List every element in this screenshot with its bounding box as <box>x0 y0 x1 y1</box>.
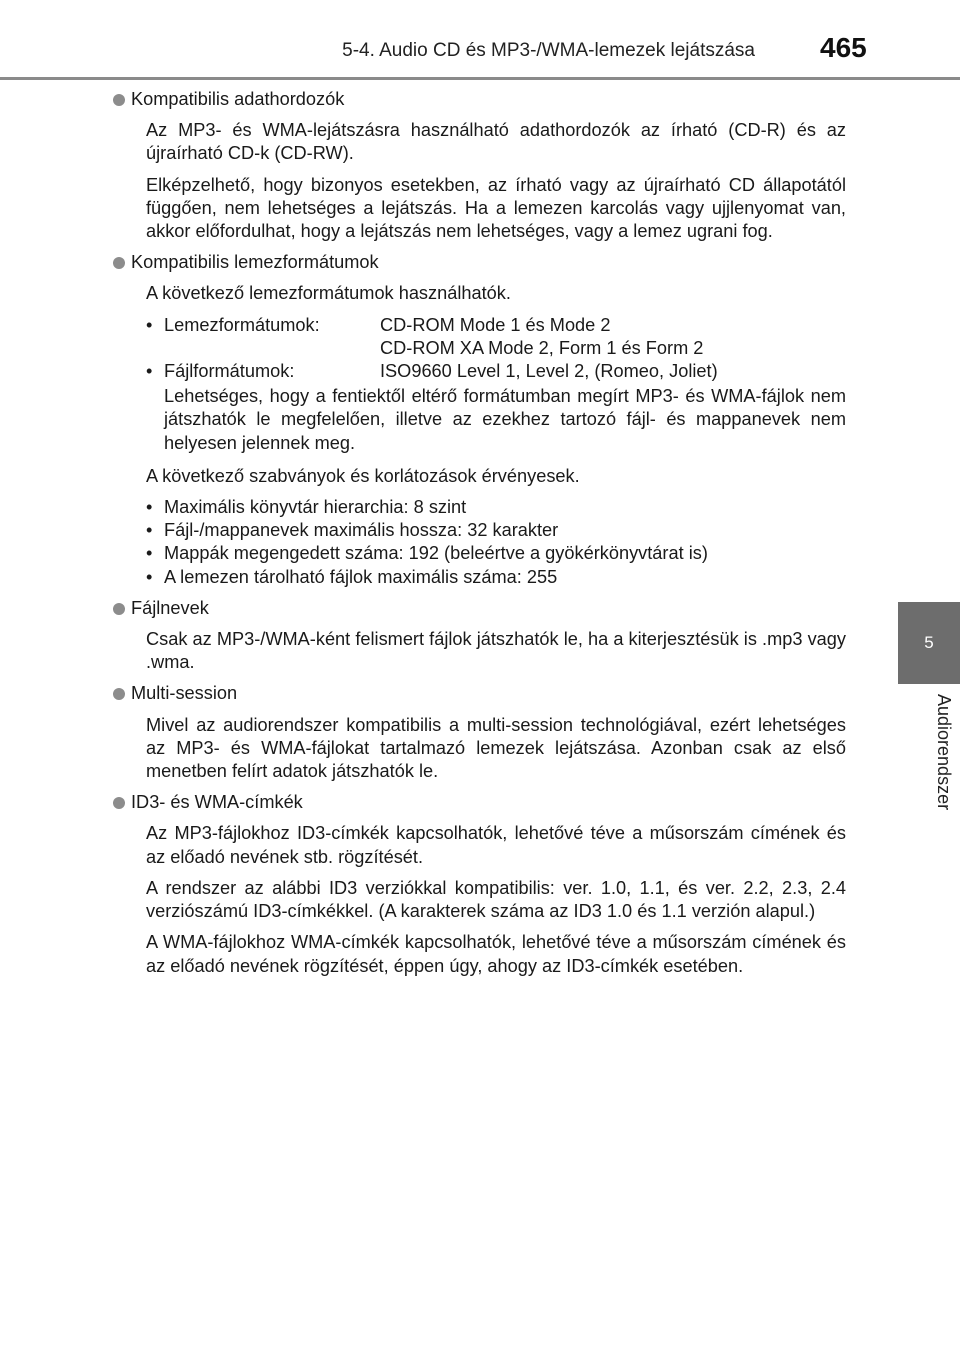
paragraph: A WMA-fájlokhoz WMA-címkék kapcsolhatók, lehetővé téve a műsorszám címének és az előadó nevének rögzítését, éppen úgy, ahogy az ID3-címkék esetében. <box>146 932 846 976</box>
section-heading: Fájlnevek <box>114 597 846 620</box>
format-value: ISO9660 Level 1, Level 2, (Romeo, Joliet) <box>380 361 718 382</box>
bullet-dot-icon <box>113 603 125 615</box>
page-header <box>0 0 960 80</box>
section-heading: Kompatibilis adathordozók <box>114 88 846 111</box>
paragraph: A rendszer az alábbi ID3 verziókkal kompatibilis: ver. 1.0, 1.1, és ver. 2.2, 2.3, 2.4 verziószámú ID3-címkékkel. (A karakterek száma az ID3 1.0 és 1.1 verzión alapul.) <box>146 877 846 922</box>
section-compatible-media <box>128 88 846 243</box>
paragraph: A következő szabványok és korlátozások érvényesek. <box>146 465 580 486</box>
format-note: Lehetséges, hogy a fentiektől eltérő formátumban megírt MP3- és WMA-fájlok nem játszhatók le megfelelően, illetve az ezekhez tartozó fájl- és mappanevek nem helyesen jelennek meg. <box>164 386 846 453</box>
section-compatible-formats <box>128 251 846 589</box>
list-item <box>146 314 846 360</box>
section-tags <box>128 791 846 977</box>
section-heading: ID3- és WMA-címkék <box>114 791 846 814</box>
paragraph: A következő lemezformátumok használhatók. <box>146 283 511 304</box>
bullet-dot-icon <box>113 797 125 809</box>
paragraph: Mivel az audiorendszer kompatibilis a multi-session technológiával, ezért lehetséges az MP3- és WMA-fájlokat tartalmazó lemezek lejátszása. Azonban csak az első menetben felírt adatok játszhatók le. <box>146 714 846 782</box>
bullet-dot-icon <box>113 257 125 269</box>
format-label: • Lemezformátumok: <box>164 314 320 335</box>
list-item: • Fájl-/mappanevek maximális hossza: 32 karakter <box>146 519 846 542</box>
chapter-label: Audiorendszer <box>934 694 954 811</box>
format-value: CD-ROM Mode 1 és Mode 2 <box>380 314 611 335</box>
paragraph: Az MP3-fájlokhoz ID3-címkék kapcsolhatók, lehetővé téve a műsorszám címének és az előadó nevének stb. rögzítését. <box>146 823 846 867</box>
chapter-tab <box>898 602 960 684</box>
section-title: 5-4. Audio CD és MP3-/WMA-lemezek lejátszása <box>342 40 755 61</box>
list-item: • Maximális könyvtár hierarchia: 8 szint <box>146 496 846 519</box>
format-label: • Fájlformátumok: <box>164 361 295 382</box>
paragraph: Elképzelhető, hogy bizonyos esetekben, az írható vagy az újraírható CD állapotától függően, nem lehetséges a lejátszás. Ha a lemezen karcolás vagy ujjlenyomat van, akkor előfordulhat, hogy a lejátszás nem lehetséges, vagy a lemez ugrani fog. <box>146 174 846 242</box>
format-list <box>146 314 846 455</box>
bullet-dot-icon <box>113 688 125 700</box>
paragraph: Csak az MP3-/WMA-ként felismert fájlok játszhatók le, ha a kiterjesztésük is .mp3 vagy .wma. <box>146 629 846 673</box>
page-content <box>128 88 846 986</box>
page-number: 465 <box>820 32 867 63</box>
format-value: CD-ROM XA Mode 2, Form 1 és Form 2 <box>380 337 704 358</box>
list-item: • Mappák megengedett száma: 192 (beleértve a gyökérkönyvtárat is) <box>146 542 846 565</box>
header-rule <box>0 77 960 80</box>
list-item: • A lemezen tárolható fájlok maximális száma: 255 <box>146 566 846 589</box>
limits-list <box>146 496 846 589</box>
bullet-dot-icon <box>113 94 125 106</box>
section-heading: Kompatibilis lemezformátumok <box>114 251 846 274</box>
list-item <box>146 360 846 455</box>
section-heading: Multi-session <box>114 682 846 705</box>
section-file-names <box>128 597 846 675</box>
paragraph: Az MP3- és WMA-lejátszásra használható adathordozók az írható (CD-R) és az újraírható CD-k (CD-RW). <box>146 120 846 164</box>
chapter-number: 5 <box>924 633 934 652</box>
section-multi-session <box>128 682 846 783</box>
